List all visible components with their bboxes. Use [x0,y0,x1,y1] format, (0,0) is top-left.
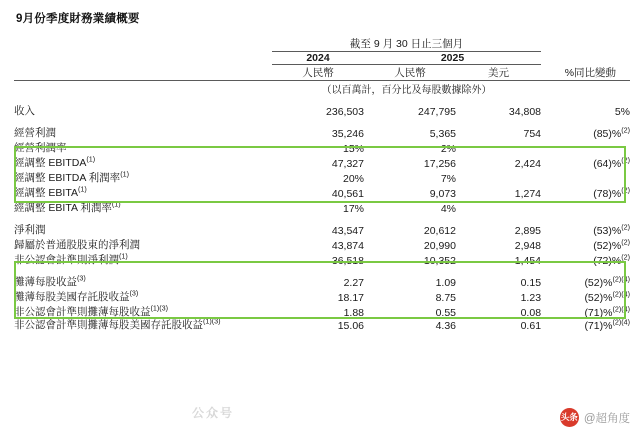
row-value-2025-rmb: 0.55 [435,307,456,319]
row-value-2024: 35,246 [331,128,364,140]
row-value-2025-rmb: 8.75 [435,292,456,304]
row-yoy [541,170,630,185]
row-yoy-value: (72)% [593,255,622,267]
avatar: 头条 [560,408,579,427]
row-yoy-footnote: (2)(4) [612,274,631,284]
row-value-2025-usd: 1,274 [514,188,542,200]
row-value-2025-usd: 1.23 [520,292,542,304]
row-value-2025-rmb: 247,795 [418,106,456,118]
row-value-2024: 47,327 [331,158,364,170]
row-yoy [541,222,630,237]
table-header-period-row [14,36,630,52]
row-label: 經營利潤 [14,127,56,139]
header-currency-rmb-2025: 人民幣 [394,67,426,79]
row-label [14,274,272,289]
row-label: 淨利潤 [14,224,46,236]
row-label-text: 經調整 EBITA [14,187,78,199]
row-value-2025-usd: 754 [523,128,542,140]
row-value-2025-rmb: 20,990 [423,240,456,252]
row-yoy [541,140,630,155]
row-value-2025-usd: 0.15 [520,277,542,289]
header-empty-cell-4 [541,52,630,65]
row-yoy [541,155,630,170]
row-yoy [541,289,630,304]
row-value-2024: 15% [342,143,364,155]
row-label [14,155,272,170]
row-value-2024: 43,874 [331,240,364,252]
table-header-currency-row [14,65,630,81]
row-value-2025-usd [456,200,541,215]
header-year-2024: 2024 [272,52,364,65]
table-row [14,103,630,118]
row-yoy-footnote: (2)(4) [612,304,631,314]
row-label-footnote: (1)(3) [203,316,221,326]
row-label-footnote: (1) [77,184,87,194]
row-yoy-value: (71)% [584,320,613,333]
row-label [14,185,272,200]
row-value-2025-usd: 2,895 [514,225,542,237]
row-label: 收入 [14,105,35,117]
row-value-2024: 1.88 [343,307,364,319]
header-year-2025: 2025 [364,52,541,65]
row-value-2025-rmb: 1.09 [435,277,456,289]
row-value-2025-usd: 1,454 [514,255,542,267]
table-units-row [14,81,630,97]
row-label [14,304,272,319]
table-header-year-row [14,52,630,65]
row-value-2025-rmb: 20,612 [423,225,456,237]
row-yoy-footnote: (2) [621,252,631,262]
financial-summary-table [14,36,630,332]
row-yoy-value: (53)% [593,225,622,237]
watermark-left: 公众号 [192,406,235,420]
row-label-footnote: (1) [111,199,121,209]
row-label-footnote: (1) [86,154,96,164]
row-value-2025-usd: 0.08 [520,307,542,319]
units-empty-cell-2 [541,81,630,97]
table-row [14,200,630,215]
table-row [14,185,630,200]
table-row [14,252,630,267]
row-value-2024: 43,547 [331,225,364,237]
row-yoy [541,185,630,200]
row-value-2024: 20% [342,173,364,185]
table-row [14,304,630,319]
table-row [14,170,630,185]
header-currency-rmb-2024: 人民幣 [302,67,334,79]
row-value-2024: 15.06 [337,320,364,333]
units-note: （以百萬計，百分比及每股數據除外） [272,81,541,97]
row-value-2024: 36,518 [331,255,364,267]
row-value-2025-usd: 2,948 [514,240,542,252]
row-yoy-footnote: (2) [621,222,631,232]
row-value-2025-usd [456,140,541,155]
row-label-text: 經調整 EBITDA 利潤率 [14,172,121,184]
row-value-2025-usd [456,170,541,185]
row-label-text: 經調整 EBITDA [14,157,87,169]
row-label [14,200,272,215]
table-row [14,222,630,237]
row-yoy-value: (52)% [593,240,622,252]
table-row [14,289,630,304]
row-yoy-value: (85)% [593,128,622,140]
row-yoy [541,319,630,332]
row-label [14,289,272,304]
row-value-2025-rmb: 9,073 [429,188,456,200]
row-value-2025-usd: 2,424 [514,158,542,170]
row-value-2024: 2.27 [343,277,364,289]
row-value-2024: 18.17 [337,292,364,304]
row-value-2025-rmb: 5,365 [429,128,456,140]
row-yoy-footnote: (2) [621,185,631,195]
row-value-2025-rmb: 2% [440,143,456,155]
table-row [14,155,630,170]
header-empty-cell [14,36,272,52]
row-value-2025-rmb: 10,352 [423,255,456,267]
row-yoy-value: (52)% [584,277,613,289]
row-label-text: 攤薄每股美國存託股收益 [14,291,130,303]
row-yoy-footnote: (2)(4) [612,317,631,327]
header-empty-cell-3 [14,52,272,65]
row-yoy-value: (64)% [593,158,622,170]
row-value-2025-rmb: 7% [440,173,456,185]
table-row [14,274,630,289]
header-empty-cell-2 [541,36,630,52]
row-label-text: 非公認會計準則淨利潤 [14,254,119,266]
account-name: @超角度 [583,412,630,425]
row-label-footnote: (1)(3) [150,303,169,313]
row-yoy-footnote: (2) [621,125,631,135]
row-label-text: 經調整 EBITA 利潤率 [14,202,112,214]
units-empty-cell [14,81,272,97]
row-yoy [541,125,630,140]
row-value-2024: 17% [342,203,364,215]
row-label-footnote: (1) [120,169,129,179]
row-value-2025-rmb: 4.36 [435,320,456,333]
row-yoy-footnote: (2)(4) [612,289,631,299]
spacer [14,96,630,103]
header-period: 截至 9 月 30 日止三個月 [272,36,541,52]
row-value-2025-usd: 34,808 [508,106,542,118]
spacer [14,267,630,274]
spacer [14,215,630,222]
row-label [14,252,272,267]
row-yoy: 5% [614,106,631,118]
spacer [14,118,630,125]
table-row [14,140,630,155]
row-yoy-footnote: (2) [621,155,631,165]
row-value-2024: 40,561 [331,188,364,200]
row-label [14,316,272,332]
row-yoy [541,252,630,267]
row-yoy [541,274,630,289]
row-yoy [541,200,630,215]
row-label: 經營利潤率 [14,142,67,154]
row-label: 歸屬於普通股股東的淨利潤 [14,239,140,251]
row-yoy-value: (71)% [584,307,613,319]
row-label-footnote: (1) [119,251,128,261]
page-title: 9月份季度財務業績概要 [16,13,140,25]
row-value-2025-usd: 0.61 [520,320,542,333]
row-yoy [541,237,630,252]
table-row [14,319,630,332]
row-label-footnote: (3) [77,273,86,283]
table-row [14,125,630,140]
row-label-footnote: (3) [129,288,139,298]
row-label [14,170,272,185]
row-yoy-footnote: (2) [621,237,631,247]
row-label-text: 非公認會計準則攤薄每股美國存託股收益 [14,319,203,331]
row-yoy-value: (52)% [584,292,613,304]
watermark-account [560,408,630,427]
row-yoy-value: (78)% [593,188,622,200]
row-label-text: 非公認會計準則攤薄每股收益 [14,306,151,318]
row-value-2024: 236,503 [326,106,364,118]
row-value-2025-rmb: 17,256 [423,158,456,170]
header-yoy: %同比變動 [564,67,617,79]
header-currency-usd-2025: 美元 [488,67,510,79]
header-empty-cell-5 [14,65,272,81]
row-value-2025-rmb: 4% [440,203,456,215]
row-label-text: 攤薄每股收益 [14,276,77,288]
table-row [14,237,630,252]
